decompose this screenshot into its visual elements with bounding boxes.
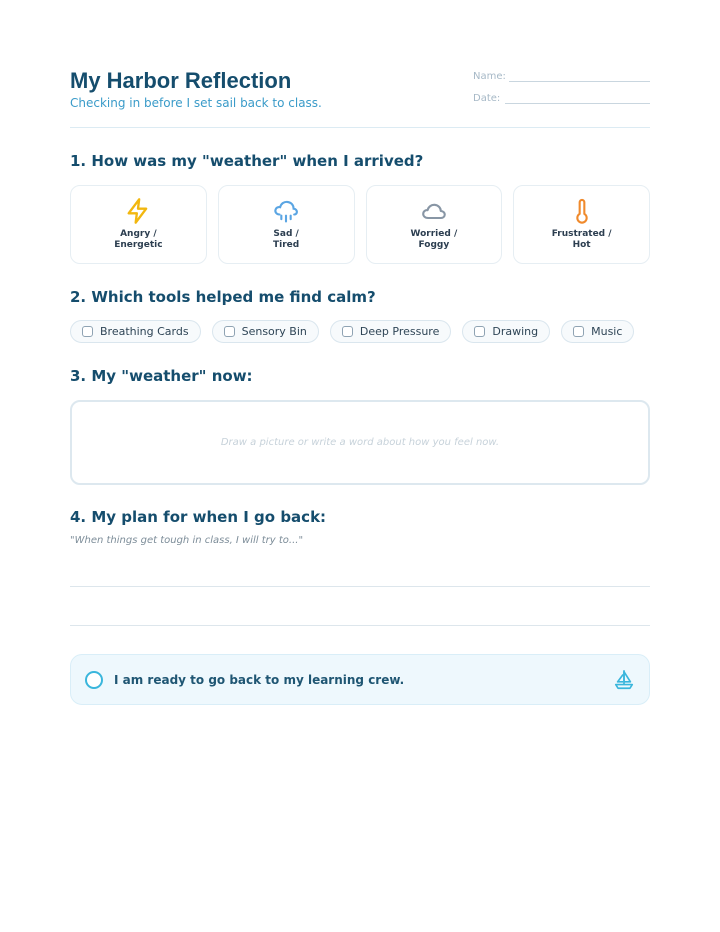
lightning-icon — [124, 197, 152, 225]
tool-chip-breathing-cards[interactable] — [70, 320, 201, 343]
weather-now-drawing-area[interactable] — [70, 400, 650, 485]
weather-label-line2: Hot — [572, 240, 591, 250]
date-field[interactable] — [473, 93, 650, 115]
plan-writing-line[interactable] — [70, 625, 650, 626]
question-4-heading: 4. My plan for when I go back: — [70, 508, 327, 526]
question-2-heading: 2. Which tools helped me find calm? — [70, 288, 376, 306]
ready-checkbox-banner[interactable] — [70, 654, 650, 705]
page-subtitle: Checking in before I set sail back to class. — [70, 96, 322, 110]
checkbox[interactable] — [573, 326, 584, 337]
question-1-heading: 1. How was my "weather" when I arrived? — [70, 152, 424, 170]
ready-label: I am ready to go back to my learning crew. — [114, 672, 405, 687]
name-line — [505, 81, 650, 82]
rain-cloud-icon — [272, 197, 300, 225]
meta-fields — [473, 71, 650, 115]
checkbox[interactable] — [82, 326, 93, 337]
tool-label: Music — [591, 325, 623, 338]
weather-label-line1: Worried / — [410, 229, 458, 239]
checkbox[interactable] — [224, 326, 235, 337]
tool-chip-drawing[interactable] — [462, 320, 550, 343]
tool-label: Sensory Bin — [241, 325, 307, 338]
weather-label-line2: Energetic — [114, 240, 163, 250]
name-label: Name: — [473, 71, 509, 82]
ready-radio[interactable] — [85, 671, 103, 689]
plan-writing-line[interactable] — [70, 586, 650, 587]
tool-label: Drawing — [492, 325, 539, 338]
calm-tools-list — [70, 320, 634, 343]
weather-option-angry[interactable] — [70, 185, 207, 264]
weather-label-line2: Tired — [273, 240, 300, 250]
checkbox[interactable] — [474, 326, 485, 337]
tool-label: Breathing Cards — [100, 325, 189, 338]
tool-chip-music[interactable] — [561, 320, 634, 343]
weather-option-worried[interactable] — [366, 185, 503, 264]
date-label: Date: — [473, 93, 503, 104]
weather-option-frustrated[interactable] — [513, 185, 650, 264]
weather-label — [552, 229, 612, 251]
weather-label-line1: Frustrated / — [551, 229, 612, 239]
thermometer-icon — [568, 197, 596, 225]
page-title: My Harbor Reflection — [70, 68, 292, 93]
date-line — [505, 103, 650, 104]
weather-label-line1: Angry / — [120, 229, 157, 239]
weather-label-line1: Sad / — [273, 229, 299, 239]
tool-chip-sensory-bin[interactable] — [212, 320, 319, 343]
name-field[interactable] — [473, 71, 650, 93]
weather-arrival-options — [70, 185, 650, 264]
weather-option-sad[interactable] — [218, 185, 355, 264]
checkbox[interactable] — [342, 326, 353, 337]
header-divider — [70, 127, 650, 128]
plan-prompt: "When things get tough in class, I will try to..." — [70, 535, 304, 546]
question-3-heading: 3. My "weather" now: — [70, 367, 253, 385]
weather-label — [273, 229, 299, 251]
cloud-icon — [420, 197, 448, 225]
sailboat-icon — [613, 669, 635, 691]
tool-chip-deep-pressure[interactable] — [330, 320, 451, 343]
header — [70, 68, 650, 128]
weather-label — [411, 229, 458, 251]
weather-label — [114, 229, 162, 251]
drawing-area-placeholder: Draw a picture or write a word about how you feel now. — [220, 437, 500, 448]
tool-label: Deep Pressure — [359, 325, 440, 338]
weather-label-line2: Foggy — [418, 240, 450, 250]
